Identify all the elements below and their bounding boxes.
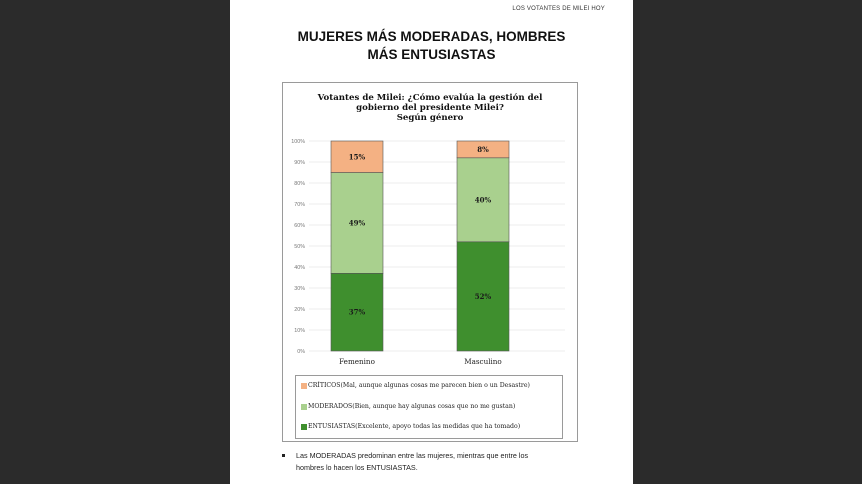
legend-key-moderados: MODERADOS — [308, 403, 353, 410]
chart-title-line-2: gobierno del presidente Milei? — [356, 103, 504, 113]
legend-text-moderados: (Bien, aunque hay algunas cosas que no me gustan) — [352, 403, 516, 410]
legend-key-entusiastas: ENTUSIASTAS — [308, 423, 356, 430]
y-tick-label: 40% — [294, 265, 305, 271]
y-tick-label: 0% — [297, 349, 305, 355]
data-label: 52% — [474, 291, 492, 301]
bullet-paragraph — [296, 450, 566, 474]
chart-frame — [282, 82, 578, 442]
x-category-label: Masculino — [464, 357, 502, 366]
legend-key-criticos: CRÍTICOS — [308, 382, 341, 389]
y-tick-label: 20% — [294, 307, 305, 313]
x-category-label: Femenino — [339, 357, 375, 366]
y-tick-label: 10% — [294, 328, 305, 334]
legend-swatch-entusiastas — [301, 424, 307, 430]
chart-title-line-1: Votantes de Milei: ¿Cómo evalúa la gestión del — [317, 93, 543, 103]
y-tick-label: 80% — [294, 181, 305, 187]
legend-swatch-moderados — [301, 404, 307, 410]
legend-text-criticos: (Mal, aunque algunas cosas me parecen bien o un Desastre) — [340, 382, 530, 389]
y-tick-label: 60% — [294, 223, 305, 229]
bullet-icon — [282, 454, 285, 457]
chart-legend — [295, 375, 563, 439]
legend-item-entusiastas — [301, 423, 520, 430]
data-label: 40% — [474, 195, 492, 205]
bullet-text-line-1: Las MODERADAS predominan entre las mujeres, mientras que entre los — [296, 451, 529, 460]
y-tick-label: 70% — [294, 202, 305, 208]
y-tick-label: 100% — [291, 139, 305, 145]
data-label: 15% — [348, 152, 366, 162]
data-label: 37% — [348, 307, 366, 317]
data-label: 49% — [348, 218, 366, 228]
page-title-line-2: MÁS ENTUSIASTAS — [367, 47, 496, 62]
legend-item-moderados — [301, 403, 515, 410]
legend-swatch-criticos — [301, 383, 307, 389]
page-title-line-1: MUJERES MÁS MODERADAS, HOMBRES — [297, 29, 566, 44]
running-header: LOS VOTANTES DE MILEI HOY — [512, 6, 605, 12]
legend-text-entusiastas: (Excelente, apoyo todas las medidas que ha tomado) — [355, 423, 521, 430]
stacked-bar-chart — [283, 83, 577, 373]
page-title — [230, 28, 633, 64]
y-tick-label: 90% — [294, 160, 305, 166]
legend-item-criticos — [301, 382, 530, 389]
bullet-text-line-2: hombres lo hacen los ENTUSIASTAS. — [296, 463, 418, 472]
data-label: 8% — [477, 144, 489, 154]
y-tick-label: 50% — [294, 244, 305, 250]
y-tick-label: 30% — [294, 286, 305, 292]
chart-title-line-3: Según género — [396, 113, 464, 123]
document-page — [230, 0, 633, 484]
